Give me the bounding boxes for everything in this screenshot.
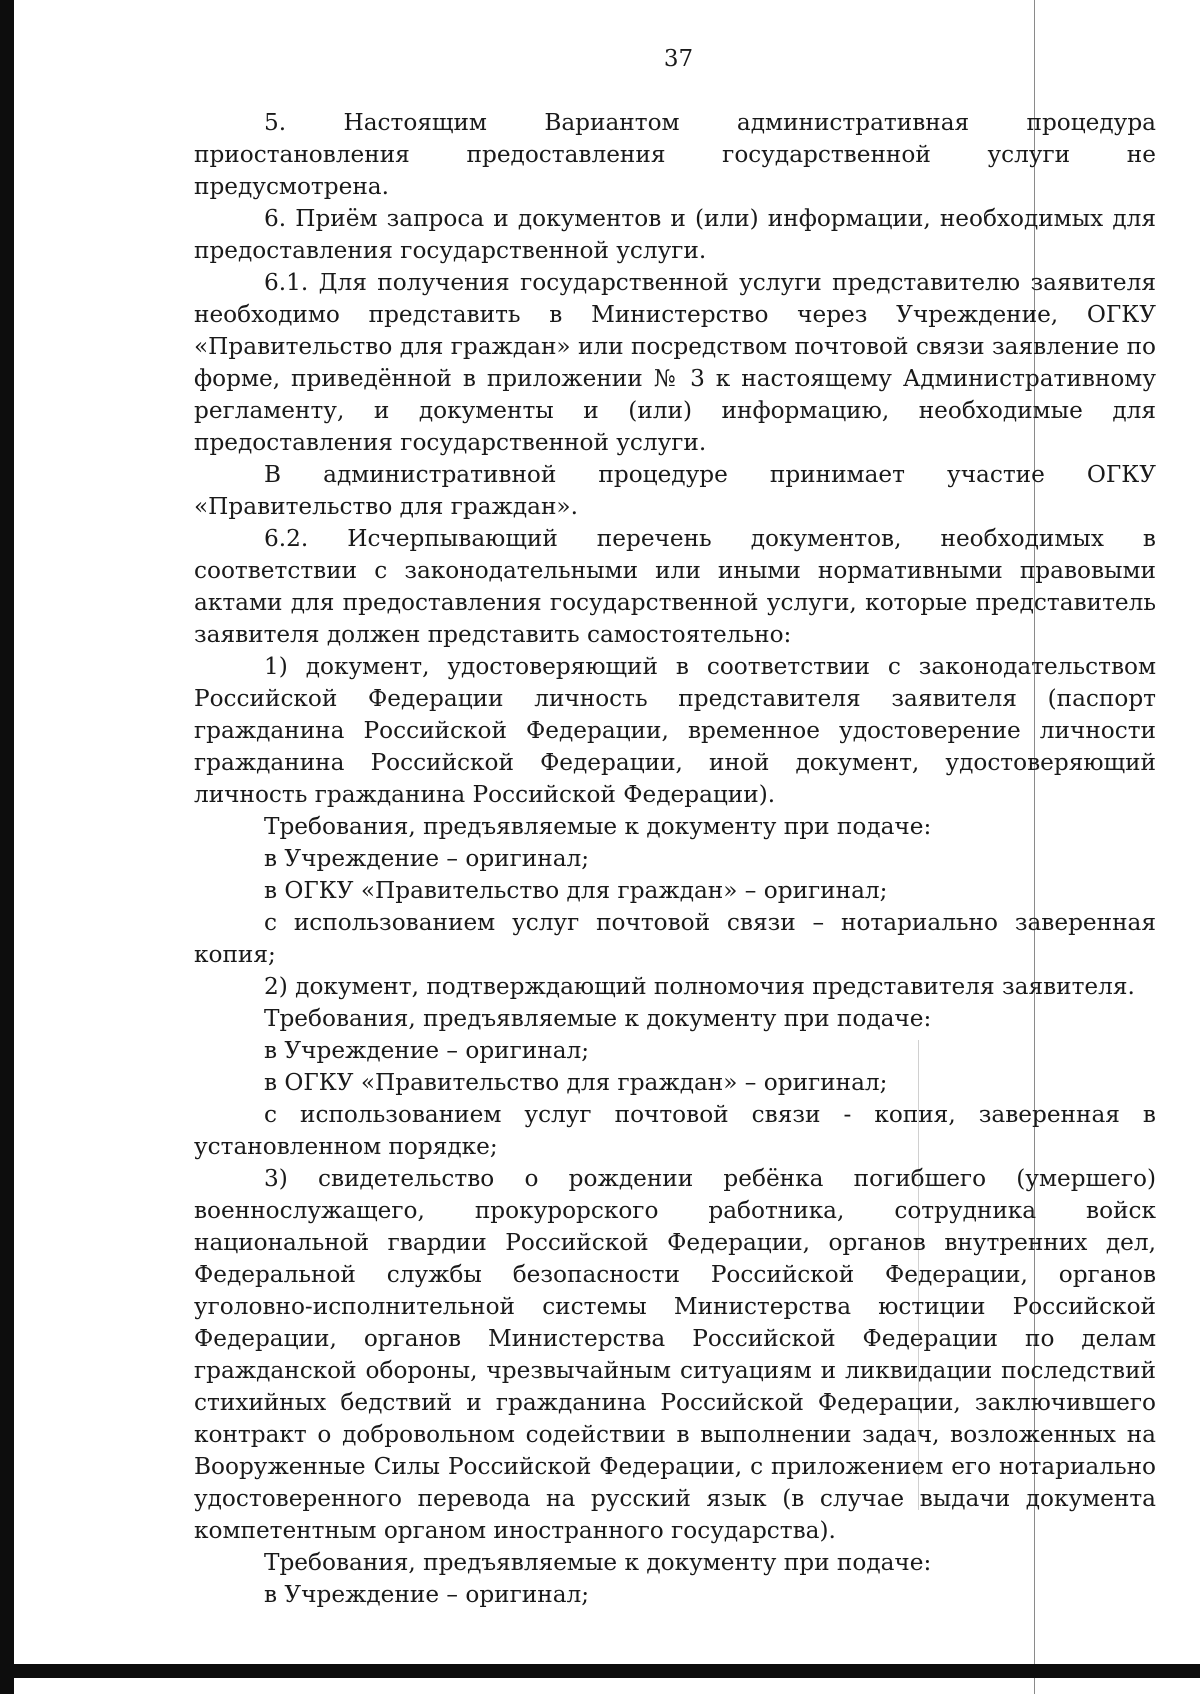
requirement-post: с использованием услуг почтовой связи - копия, заверенная в установленном порядке; <box>194 1101 1156 1160</box>
requirements-heading: Требования, предъявляемые к документу при подаче: <box>264 813 932 840</box>
requirements-heading: Требования, предъявляемые к документу при подаче: <box>264 1549 932 1576</box>
requirement-institution: в Учреждение – оригинал; <box>264 1581 590 1608</box>
list-item-2: 2) документ, подтверждающий полномочия представителя заявителя. <box>264 973 1135 1000</box>
paragraph-6: 6. Приём запроса и документов и (или) информации, необходимых для предоставления государственной услуги. <box>194 205 1156 264</box>
requirements-heading: Требования, предъявляемые к документу при подаче: <box>264 1005 932 1032</box>
requirement-ogku: в ОГКУ «Правительство для граждан» – оригинал; <box>264 1069 888 1096</box>
list-item-1: 1) документ, удостоверяющий в соответствии с законодательством Российской Федерации личность представителя заявителя (паспорт гражданина Российской Федерации, временное удостоверение личности гражданина Российской Федерации, иной документ, удостоверяющий личность гражданина Российской Федерации). <box>194 653 1156 808</box>
requirement-institution: в Учреждение – оригинал; <box>264 1037 590 1064</box>
scan-edge-bottom <box>0 1664 1200 1678</box>
scan-edge-left <box>0 0 14 1694</box>
requirement-institution: в Учреждение – оригинал; <box>264 845 590 872</box>
requirement-ogku: в ОГКУ «Правительство для граждан» – оригинал; <box>264 877 888 904</box>
paragraph-6-2: 6.2. Исчерпывающий перечень документов, необходимых в соответствии с законодательными или иными нормативными правовыми актами для предоставления государственной услуги, которые представитель заявителя должен представить самостоятельно: <box>194 525 1156 648</box>
document-body <box>194 107 1156 1611</box>
paragraph-participant: В административной процедуре принимает участие ОГКУ «Правительство для граждан». <box>194 461 1156 520</box>
page-number: 37 <box>663 46 694 72</box>
requirement-post: с использованием услуг почтовой связи – нотариально заверенная копия; <box>194 909 1156 968</box>
paragraph-6-1: 6.1. Для получения государственной услуги представителю заявителя необходимо представить в Министерство через Учреждение, ОГКУ «Правительство для граждан» или посредством почтовой связи заявление по форме, приведённой в приложении № 3 к настоящему Административному регламенту, и документы и (или) информацию, необходимые для предоставления государственной услуги. <box>194 269 1156 456</box>
list-item-3: 3) свидетельство о рождении ребёнка погибшего (умершего) военнослужащего, прокурорского работника, сотрудника войск национальной гвардии Российской Федерации, органов внутренних дел, Федеральной службы безопасности Российской Федерации, органов уголовно-исполнительной системы Министерства юстиции Российской Федерации, органов Министерства Российской Федерации по делам гражданской обороны, чрезвычайным ситуациям и ликвидации последствий стихийных бедствий и гражданина Российской Федерации, заключившего контракт о добровольном содействии в выполнении задач, возложенных на Вооруженные Силы Российской Федерации, с приложением его нотариально удостоверенного перевода на русский язык (в случае выдачи документа компетентным органом иностранного государства). <box>194 1165 1156 1544</box>
paragraph-5: 5. Настоящим Вариантом административная процедура приостановления предоставления государственной услуги не предусмотрена. <box>194 109 1156 200</box>
